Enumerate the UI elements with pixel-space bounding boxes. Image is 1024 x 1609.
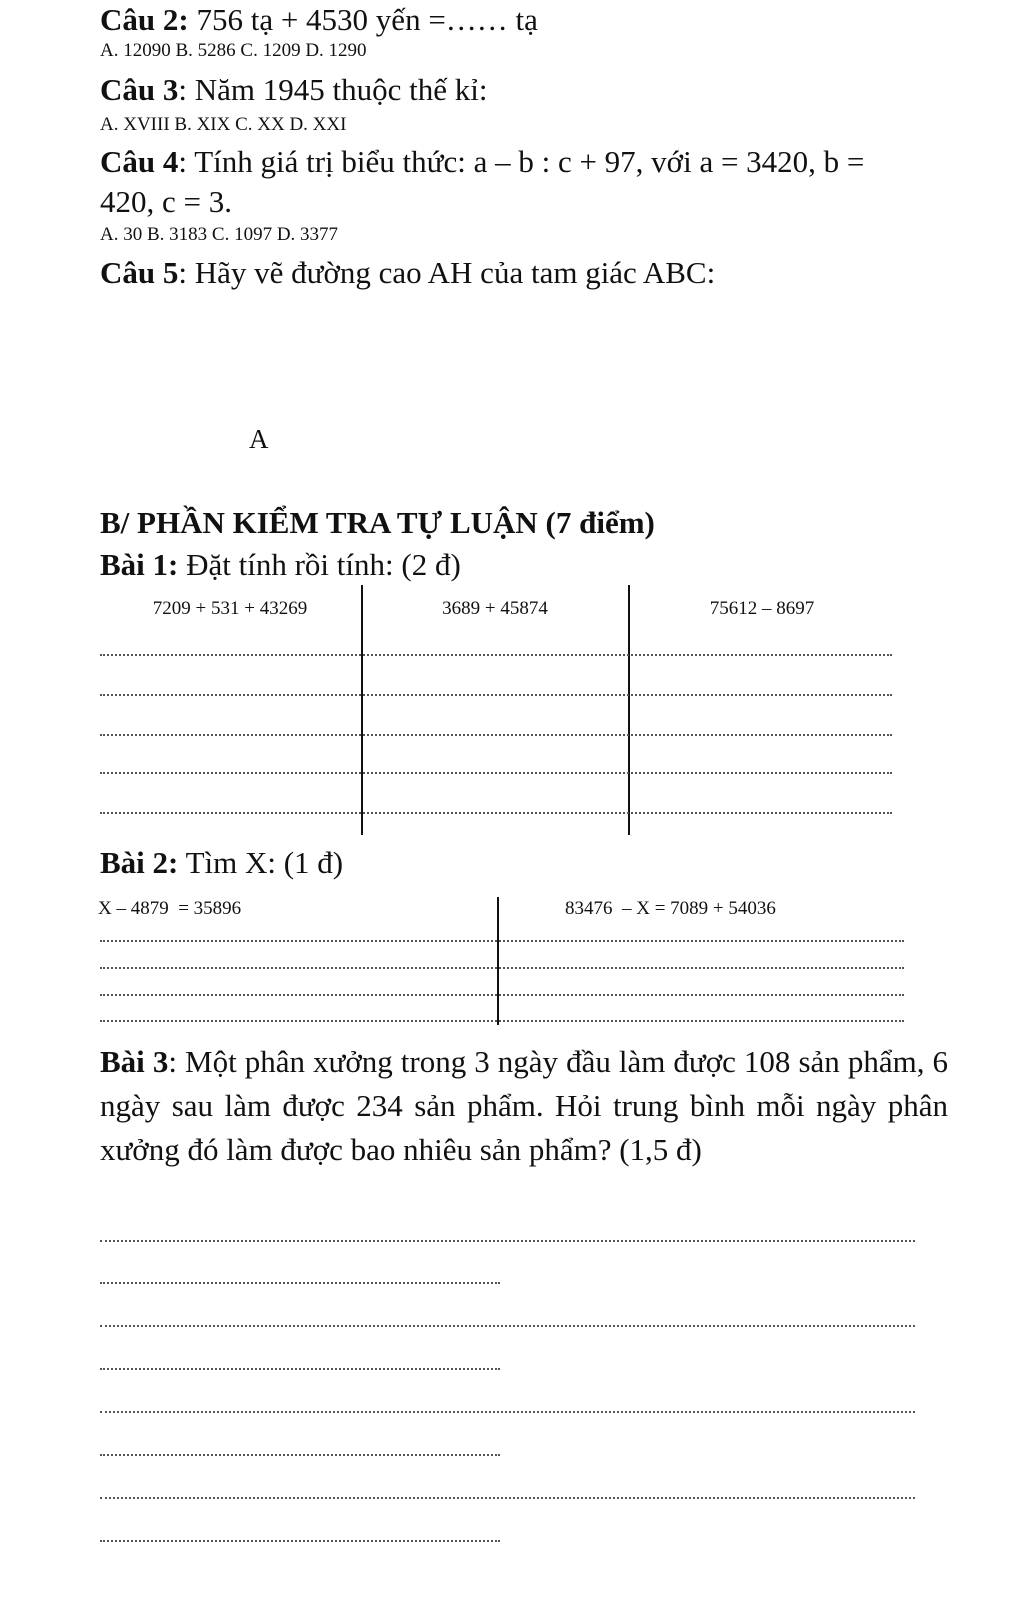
question-4-label: Câu 4 — [100, 144, 179, 179]
question-3-options: A. XVIII B. XIX C. XX D. XXI — [100, 114, 347, 135]
exercise-3-label: Bài 3 — [100, 1044, 169, 1079]
exercise-2-heading — [100, 845, 343, 881]
question-3-text: : Năm 1945 thuộc thế kỉ: — [178, 72, 488, 107]
exercise-1-expression-1: 7209 + 531 + 43269 — [152, 598, 308, 619]
question-3 — [100, 72, 487, 108]
question-2-options: A. 12090 B. 5286 C. 1209 D. 1290 — [100, 40, 367, 61]
exercise-3-problem — [100, 1040, 948, 1172]
triangle-vertex-a-label: A — [249, 424, 269, 454]
answer-line[interactable] — [100, 1368, 500, 1370]
question-2 — [100, 2, 538, 38]
exercise-2-equation-2: 83476 – X = 7089 + 54036 — [565, 898, 776, 919]
answer-line[interactable] — [100, 1497, 915, 1499]
answer-line[interactable] — [100, 812, 892, 814]
answer-line[interactable] — [100, 1540, 500, 1542]
answer-line[interactable] — [100, 1454, 500, 1456]
answer-line[interactable] — [100, 1411, 915, 1413]
exercise-2-text: Tìm X: (1 đ) — [178, 845, 344, 880]
column-divider — [497, 897, 499, 1025]
question-2-text: 756 tạ + 4530 yến =…… tạ — [196, 2, 538, 37]
answer-line[interactable] — [100, 654, 892, 656]
question-5 — [100, 255, 715, 291]
answer-line[interactable] — [100, 694, 892, 696]
question-4-text-continued: 420, c = 3. — [100, 184, 232, 219]
exercise-1-expression-2: 3689 + 45874 — [442, 598, 548, 619]
question-5-text: : Hãy vẽ đường cao AH của tam giác ABC: — [178, 255, 716, 290]
answer-line[interactable] — [100, 1325, 915, 1327]
answer-line[interactable] — [100, 940, 904, 942]
answer-line[interactable] — [100, 734, 892, 736]
column-divider — [628, 585, 630, 835]
exercise-2-label: Bài 2: — [100, 845, 179, 880]
answer-line[interactable] — [100, 1020, 904, 1022]
answer-line[interactable] — [100, 1282, 500, 1284]
question-4-options: A. 30 B. 3183 C. 1097 D. 3377 — [100, 224, 339, 245]
answer-line[interactable] — [100, 1240, 915, 1242]
question-4-text: : Tính giá trị biểu thức: a – b : c + 97, với a = 3420, b = — [178, 144, 865, 179]
answer-line[interactable] — [100, 994, 904, 996]
part-b-title: B/ PHẦN KIỂM TRA TỰ LUẬN (7 điểm) — [100, 505, 655, 540]
exercise-1-heading — [100, 547, 461, 583]
exercise-1-expression-3: 75612 – 8697 — [709, 598, 815, 619]
exercise-1-text: Đặt tính rồi tính: (2 đ) — [178, 547, 461, 582]
question-5-label: Câu 5 — [100, 255, 179, 290]
exercise-1-label: Bài 1: — [100, 547, 179, 582]
exercise-2-equation-1: X – 4879 = 35896 — [98, 898, 242, 919]
question-4 — [100, 144, 864, 180]
answer-line[interactable] — [100, 967, 904, 969]
answer-line[interactable] — [100, 772, 892, 774]
question-3-label: Câu 3 — [100, 72, 179, 107]
column-divider — [361, 585, 363, 835]
question-2-label: Câu 2: — [100, 2, 189, 37]
exercise-3-text: : Một phân xưởng trong 3 ngày đầu làm được 108 sản phẩm, 6 ngày sau làm được 234 sản phẩm. Hỏi trung bình mỗi ngày phân xưởng đó làm được bao nhiêu sản phẩm? (1,5 đ) — [100, 1044, 948, 1167]
